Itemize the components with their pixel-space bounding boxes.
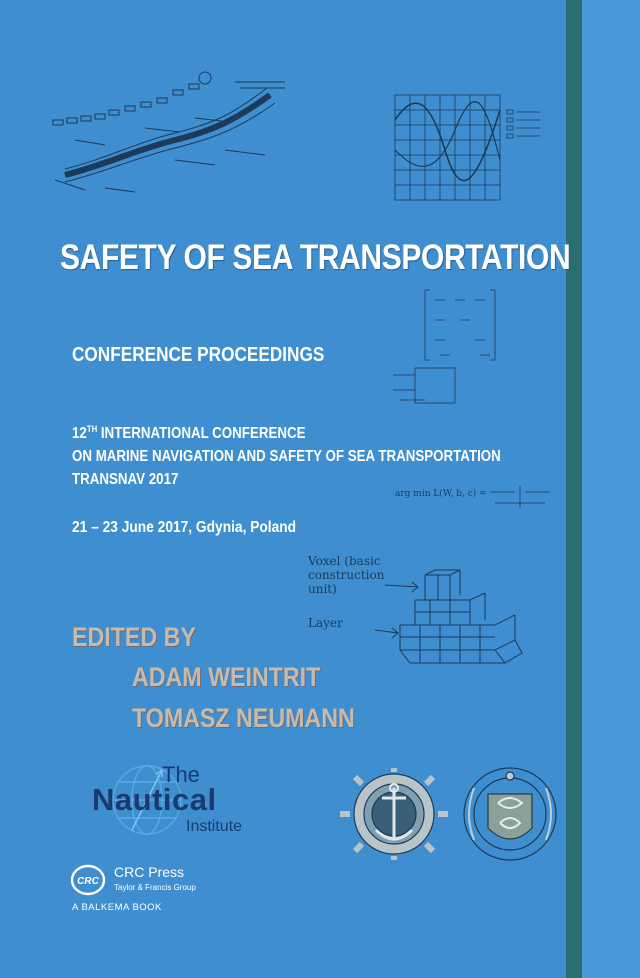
matrix-sketch-illustration <box>385 280 515 415</box>
crc-press-logo-icon <box>70 864 106 896</box>
conference-line-1: 12TH INTERNATIONAL CONFERENCE <box>72 424 306 443</box>
voxel-sketch-illustration <box>300 545 530 685</box>
conference-line-3: TRANSNAV 2017 <box>72 471 179 489</box>
layer-label: Layer <box>308 616 343 630</box>
cover-spine-edge <box>582 0 640 978</box>
conference-line-2: ON MARINE NAVIGATION AND SAFETY OF SEA TRANSPORTATION <box>72 448 501 466</box>
nautical-institute-the: The <box>162 762 200 787</box>
cover-spine-stripe <box>566 0 582 978</box>
gdynia-maritime-university-seal-icon <box>460 758 560 870</box>
edited-by-label: EDITED BY <box>72 622 196 652</box>
balkema-book-label: A BALKEMA BOOK <box>72 902 162 913</box>
voxel-label: Voxel (basic <box>308 554 381 568</box>
nautical-institute-label: Institute <box>186 818 243 835</box>
crc-press-name: CRC Press <box>114 864 185 880</box>
voxel-label-3: unit) <box>308 582 337 596</box>
crc-press-group: Taylor & Francis Group <box>114 883 196 892</box>
voxel-label-2: construction <box>308 568 385 582</box>
faculty-navigation-seal-icon <box>338 768 450 860</box>
editor-name: ADAM WEINTRIT <box>132 662 321 692</box>
map-sketch-illustration <box>45 70 295 200</box>
svg-text:CRC: CRC <box>77 876 99 887</box>
nautical-institute-name: Nautical <box>92 782 217 817</box>
editor-name: TOMASZ NEUMANN <box>132 703 355 733</box>
chart-sketch-illustration <box>375 80 545 215</box>
book-subtitle: CONFERENCE PROCEEDINGS <box>72 344 325 366</box>
conference-info <box>72 418 501 491</box>
book-title: SAFETY OF SEA TRANSPORTATION <box>60 238 571 277</box>
formula-text: arg min L(W, b, c) = <box>395 489 487 499</box>
conference-dates: 21 – 23 June 2017, Gdynia, Poland <box>72 519 297 536</box>
